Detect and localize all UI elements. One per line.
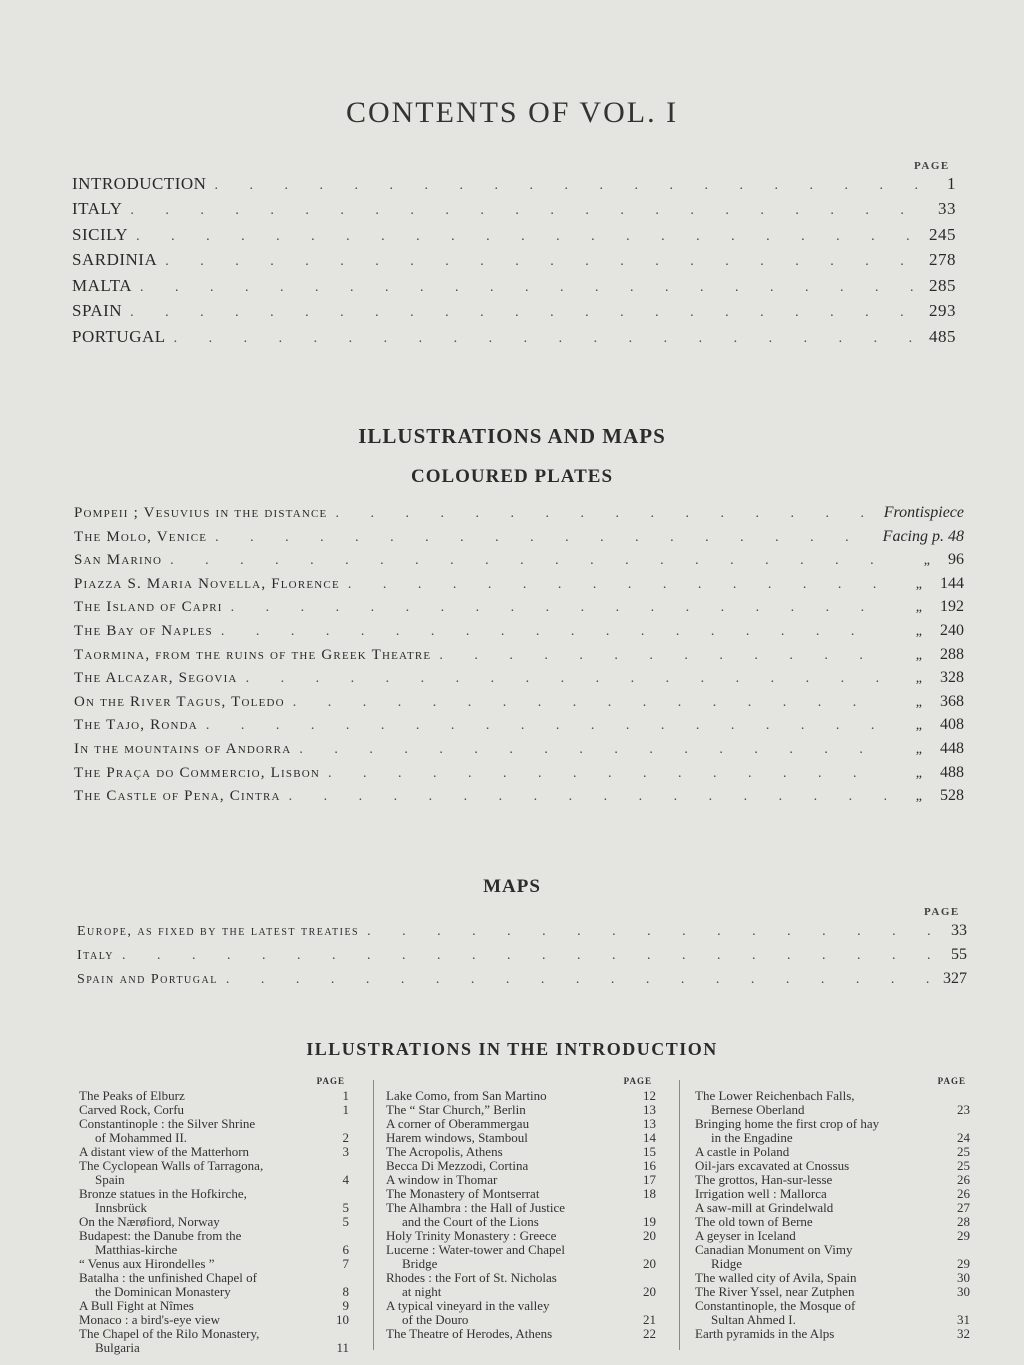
- illustration-title: A castle in Poland: [695, 1144, 790, 1159]
- illustration-page: 18: [643, 1186, 656, 1201]
- map-row: [77, 922, 967, 940]
- illustration-title: Bulgaria: [95, 1340, 140, 1355]
- illustration-title: Lake Como, from San Martino: [386, 1088, 547, 1103]
- illustration-page: 28: [957, 1214, 970, 1229]
- illustration-entry: [695, 1145, 970, 1159]
- plate-row: [74, 575, 964, 593]
- illustration-entry: [695, 1089, 970, 1103]
- plate-page-number: 488: [940, 763, 964, 781]
- illustration-title: Canadian Monument on Vimy: [695, 1242, 853, 1257]
- contents-row: [72, 327, 956, 347]
- plate-page: [884, 504, 964, 522]
- contents-row: [72, 225, 956, 245]
- plate-row: [74, 504, 964, 522]
- illustration-page: 19: [643, 1214, 656, 1229]
- illustration-page: 5: [342, 1200, 349, 1215]
- map-label: Italy: [77, 948, 115, 963]
- intro-column-1: [79, 1074, 349, 1355]
- leader-dots: [439, 648, 886, 664]
- plate-page: [894, 669, 964, 687]
- illustration-title: The Alhambra : the Hall of Justice: [386, 1200, 566, 1215]
- contents-label: SPAIN: [72, 301, 123, 320]
- illustration-entry: [79, 1229, 349, 1243]
- illustration-page: 20: [643, 1284, 656, 1299]
- contents-label: MALTA: [72, 276, 133, 295]
- illustration-page: 15: [643, 1144, 656, 1159]
- illustration-entry: [386, 1089, 656, 1103]
- ditto-mark: „: [915, 765, 922, 781]
- plate-page-number: 96: [948, 551, 964, 569]
- illustration-page: 1: [342, 1102, 349, 1117]
- illustration-entry: [695, 1285, 970, 1299]
- illustration-title: Carved Rock, Corfu: [79, 1102, 185, 1117]
- intro-column-2: [386, 1074, 656, 1341]
- illustration-title: Earth pyramids in the Alps: [695, 1326, 835, 1341]
- illustration-title: The old town of Berne: [695, 1214, 813, 1229]
- illustration-title: at night: [402, 1284, 442, 1299]
- plate-page: [894, 693, 964, 711]
- illustration-entry: [695, 1159, 970, 1173]
- illustration-entry: [79, 1313, 349, 1327]
- illustration-page: 21: [643, 1312, 656, 1327]
- illustration-entry: [79, 1201, 349, 1215]
- illustration-entry: [695, 1103, 970, 1117]
- illustration-title: A typical vineyard in the valley: [386, 1298, 550, 1313]
- leader-dots: [130, 203, 930, 219]
- illustration-entry: [695, 1215, 970, 1229]
- contents-row: [72, 174, 956, 194]
- plate-page: [894, 764, 964, 782]
- contents-label: SICILY: [72, 225, 129, 244]
- illustration-page: 14: [643, 1130, 656, 1145]
- illustration-title: Matthias-kirche: [95, 1242, 178, 1257]
- illustration-title: The River Yssel, near Zutphen: [695, 1284, 855, 1299]
- map-page: 55: [951, 946, 967, 963]
- illustration-title: A distant view of the Matterhorn: [79, 1144, 250, 1159]
- illustration-entry: [386, 1201, 656, 1215]
- plate-row: [74, 740, 964, 758]
- illustration-title: Constantinople : the Silver Shrine: [79, 1116, 256, 1131]
- plate-row: [74, 787, 964, 805]
- plate-label: The Tajo, Ronda: [74, 717, 198, 734]
- plate-page: [894, 598, 964, 616]
- illustration-page: 5: [342, 1214, 349, 1229]
- plate-page-number: 528: [940, 787, 964, 805]
- illustration-page: 20: [643, 1256, 656, 1271]
- illustration-title: Rhodes : the Fort of St. Nicholas: [386, 1270, 557, 1285]
- illustration-page: 3: [342, 1144, 349, 1159]
- ditto-mark: „: [915, 576, 922, 592]
- illustration-entry: [695, 1327, 970, 1341]
- contents-row: [72, 199, 956, 219]
- illustration-page: 25: [957, 1144, 970, 1159]
- illustration-page: 8: [342, 1284, 349, 1299]
- illustration-title: Bringing home the first crop of hay: [695, 1116, 880, 1131]
- ditto-mark: „: [915, 742, 922, 757]
- column-page-label: PAGE: [316, 1076, 345, 1086]
- illustration-entry: [79, 1299, 349, 1313]
- plate-page-number: 408: [940, 716, 964, 734]
- map-page: 33: [951, 922, 967, 939]
- plate-page-number: 144: [940, 574, 964, 592]
- illustration-entry: [79, 1257, 349, 1271]
- illustration-title: Irrigation well : Mallorca: [695, 1186, 827, 1201]
- illustration-title: Harem windows, Stamboul: [386, 1130, 528, 1145]
- leader-dots: [226, 972, 935, 988]
- illustration-page: 13: [643, 1116, 656, 1131]
- illustration-page: 25: [957, 1158, 970, 1173]
- plate-page-number: Frontispiece: [883, 504, 964, 521]
- contents-page: 278: [929, 250, 956, 269]
- leader-dots: [136, 229, 921, 245]
- illustration-entry: [79, 1089, 349, 1103]
- plate-label: On the River Tagus, Toledo: [74, 693, 285, 710]
- contents-row: [72, 276, 956, 296]
- illustration-page: 4: [342, 1172, 349, 1187]
- leader-dots: [328, 766, 886, 782]
- illustration-entry: [386, 1285, 656, 1299]
- illustration-page: 10: [336, 1312, 349, 1327]
- plate-page-number: 368: [940, 692, 964, 710]
- leader-dots: [170, 553, 886, 569]
- leader-dots: [231, 600, 886, 616]
- leader-dots: [122, 948, 943, 964]
- illustration-entry: [79, 1341, 349, 1355]
- plate-row: [74, 764, 964, 782]
- intro-column-3: [695, 1074, 970, 1341]
- illustration-page: 26: [957, 1186, 970, 1201]
- intro-illustrations-heading: ILLUSTRATIONS IN THE INTRODUCTION: [306, 1039, 718, 1059]
- illustration-title: Batalha : the unfinished Chapel of: [79, 1270, 257, 1285]
- contents-row: [72, 301, 956, 321]
- column-divider: [679, 1080, 680, 1350]
- illustration-entry: [386, 1313, 656, 1327]
- contents-label: INTRODUCTION: [72, 174, 207, 193]
- illustration-entry: [79, 1103, 349, 1117]
- plate-label: The Bay of Naples: [74, 623, 213, 639]
- plate-page: [894, 551, 964, 569]
- contents-page: 293: [929, 301, 956, 320]
- plate-row: [74, 669, 964, 687]
- illustration-entry: [386, 1327, 656, 1341]
- ditto-mark: „: [915, 671, 922, 687]
- illustration-page: 13: [643, 1102, 656, 1117]
- illustration-title: The grottos, Han-sur-lesse: [695, 1172, 833, 1187]
- illustration-title: Sultan Ahmed I.: [711, 1312, 796, 1327]
- illustration-page: 9: [342, 1298, 349, 1313]
- illustration-page: 11: [336, 1340, 349, 1355]
- illustration-title: “ Venus aux Hirondelles ”: [79, 1256, 215, 1271]
- illustration-entry: [695, 1201, 970, 1215]
- map-row: [77, 970, 967, 988]
- column-divider: [373, 1080, 374, 1350]
- plate-label: Taormina, from the ruins of the Greek Theatre: [74, 646, 432, 663]
- plate-label: The Alcazar, Segovia: [74, 670, 238, 687]
- leader-dots: [206, 718, 886, 734]
- illustration-page: 2: [342, 1130, 349, 1145]
- ditto-mark: „: [915, 600, 922, 616]
- illustration-entry: [386, 1243, 656, 1257]
- illustration-title: Spain: [95, 1172, 125, 1187]
- plate-label: The Island of Capri: [74, 599, 223, 616]
- illustration-entry: [695, 1271, 970, 1285]
- illustration-page: 30: [957, 1284, 970, 1299]
- illustration-entry: [386, 1215, 656, 1229]
- illustration-entry: [386, 1145, 656, 1159]
- illustration-page: 16: [643, 1158, 656, 1173]
- illustration-title: and the Court of the Lions: [402, 1214, 539, 1229]
- illustration-page: 7: [342, 1256, 349, 1271]
- illustration-title: Lucerne : Water-tower and Chapel: [386, 1242, 565, 1257]
- plate-page-number: 240: [940, 622, 964, 639]
- plate-page: [894, 740, 964, 758]
- plate-page: [883, 528, 964, 546]
- illustration-page: 22: [643, 1326, 656, 1341]
- leader-dots: [221, 624, 886, 640]
- contents-row: [72, 250, 956, 270]
- plate-label: The Praça do Commercio, Lisbon: [74, 764, 321, 781]
- illustration-title: Constantinople, the Mosque of: [695, 1298, 856, 1313]
- contents-label: SARDINIA: [72, 250, 158, 269]
- plate-page-number: 288: [940, 645, 964, 663]
- illustration-entry: [386, 1173, 656, 1187]
- plate-label: In the mountains of Andorra: [74, 741, 292, 757]
- column-page-label: PAGE: [937, 1076, 966, 1086]
- illustration-title: of the Douro: [402, 1312, 469, 1327]
- plate-row: [74, 716, 964, 734]
- contents-page: 485: [929, 327, 956, 346]
- leader-dots: [174, 331, 921, 347]
- plate-row: [74, 551, 964, 569]
- plate-page: [894, 716, 964, 734]
- ditto-mark: „: [915, 789, 922, 805]
- illustration-page: 23: [957, 1102, 970, 1117]
- illustration-title: The Theatre of Herodes, Athens: [386, 1326, 553, 1341]
- illustration-entry: [386, 1257, 656, 1271]
- illustration-entry: [386, 1159, 656, 1173]
- illustration-page: 31: [957, 1312, 970, 1327]
- leader-dots: [289, 789, 886, 805]
- plate-page-number: 192: [940, 598, 964, 616]
- contents-page: 245: [929, 225, 956, 244]
- map-label: Spain and Portugal: [77, 972, 218, 987]
- illustration-title: Bronze statues in the Hofkirche,: [79, 1186, 247, 1201]
- plate-page-number: Facing p. 48: [882, 527, 964, 545]
- plate-row: [74, 528, 964, 546]
- illustration-entry: [695, 1131, 970, 1145]
- illustration-title: Monaco : a bird's-eye view: [79, 1312, 220, 1327]
- illustration-entry: [79, 1145, 349, 1159]
- illustration-title: The Acropolis, Athens: [386, 1144, 503, 1159]
- plate-row: [74, 693, 964, 711]
- leader-dots: [214, 178, 939, 194]
- illustration-page: 17: [643, 1172, 656, 1187]
- illustration-page: 24: [957, 1130, 970, 1145]
- illustration-page: 29: [957, 1256, 970, 1271]
- illustration-title: The Peaks of Elburz: [79, 1088, 185, 1103]
- illustration-entry: [695, 1173, 970, 1187]
- illustration-title: A geyser in Iceland: [695, 1228, 796, 1243]
- illustration-entry: [79, 1271, 349, 1285]
- illustration-title: The Cyclopean Walls of Tarragona,: [79, 1158, 264, 1173]
- plate-label: Piazza S. Maria Novella, Florence: [74, 575, 340, 592]
- illustration-title: in the Engadine: [711, 1130, 793, 1145]
- contents-page: 1: [947, 174, 956, 193]
- maps-page-label: PAGE: [924, 906, 960, 918]
- illustration-entry: [79, 1131, 349, 1145]
- illustration-title: The “ Star Church,” Berlin: [386, 1102, 526, 1117]
- plate-page-number: 448: [940, 740, 964, 757]
- illustration-title: A saw-mill at Grindelwald: [695, 1200, 834, 1215]
- illustration-title: Oil-jars excavated at Cnossus: [695, 1158, 850, 1173]
- illustration-entry: [79, 1173, 349, 1187]
- plate-label: The Castle of Pena, Cintra: [74, 788, 281, 805]
- illustration-entry: [695, 1187, 970, 1201]
- illustration-title: Bridge: [402, 1256, 438, 1271]
- contents-page-label: PAGE: [914, 160, 950, 172]
- leader-dots: [367, 924, 943, 940]
- plate-row: [74, 622, 964, 640]
- leader-dots: [293, 695, 886, 711]
- plate-page: [894, 646, 964, 664]
- illustration-entry: [386, 1271, 656, 1285]
- illustration-entry: [695, 1243, 970, 1257]
- illustration-title: Becca Di Mezzodi, Cortina: [386, 1158, 529, 1173]
- contents-page: 33: [938, 199, 956, 218]
- illustration-entry: [386, 1117, 656, 1131]
- illustration-entry: [695, 1229, 970, 1243]
- plate-page: [894, 787, 964, 805]
- illustration-entry: [695, 1257, 970, 1271]
- illustration-entry: [79, 1327, 349, 1341]
- illustration-page: 29: [957, 1228, 970, 1243]
- illustration-title: Innsbrück: [95, 1200, 147, 1215]
- contents-page: 285: [929, 276, 956, 295]
- page-title: CONTENTS OF VOL. I: [345, 96, 679, 129]
- maps-heading: MAPS: [483, 876, 541, 897]
- illustration-title: A Bull Fight at Nîmes: [79, 1298, 194, 1313]
- illustration-title: The Lower Reichenbach Falls,: [695, 1088, 855, 1103]
- ditto-mark: „: [915, 694, 922, 710]
- illustration-title: of Mohammed II.: [95, 1130, 188, 1145]
- plate-page: [894, 622, 964, 640]
- illustration-page: 12: [643, 1088, 656, 1103]
- illustration-title: the Dominican Monastery: [95, 1284, 231, 1299]
- illustration-entry: [79, 1243, 349, 1257]
- map-row: [77, 946, 967, 964]
- leader-dots: [299, 742, 886, 758]
- illustration-entry: [386, 1187, 656, 1201]
- illustration-page: 27: [957, 1200, 970, 1215]
- illustration-entry: [79, 1117, 349, 1131]
- illustration-entry: [695, 1117, 970, 1131]
- illustration-entry: [386, 1103, 656, 1117]
- illustration-page: 6: [342, 1242, 349, 1257]
- illustration-title: Budapest: the Danube from the: [79, 1228, 242, 1243]
- illustration-page: 32: [957, 1326, 970, 1341]
- illustration-entry: [79, 1285, 349, 1299]
- plate-row: [74, 598, 964, 616]
- coloured-plates-heading: COLOURED PLATES: [410, 466, 614, 487]
- contents-label: PORTUGAL: [72, 327, 166, 346]
- leader-dots: [335, 506, 875, 522]
- contents-label: ITALY: [72, 199, 123, 218]
- illustration-page: 1: [342, 1088, 349, 1103]
- plate-label: San Marino: [74, 552, 163, 569]
- ditto-mark: „: [915, 718, 922, 734]
- illustration-title: A window in Thomar: [386, 1172, 498, 1187]
- plate-row: [74, 646, 964, 664]
- illustration-entry: [386, 1131, 656, 1145]
- illustration-title: The Chapel of the Rilo Monastery,: [79, 1326, 260, 1341]
- leader-dots: [130, 305, 921, 321]
- map-page: 327: [943, 970, 967, 987]
- illustration-title: A corner of Oberammergau: [386, 1116, 530, 1131]
- illustration-page: 30: [957, 1270, 970, 1285]
- illustration-entry: [386, 1299, 656, 1313]
- leader-dots: [215, 530, 875, 546]
- illustration-page: 26: [957, 1172, 970, 1187]
- illustration-entry: [79, 1187, 349, 1201]
- leader-dots: [140, 280, 921, 296]
- illustration-title: Ridge: [711, 1256, 743, 1271]
- leader-dots: [165, 254, 921, 270]
- plate-page: [894, 575, 964, 593]
- illustration-title: The Monastery of Montserrat: [386, 1186, 540, 1201]
- ditto-mark: „: [915, 647, 922, 663]
- illustration-entry: [695, 1299, 970, 1313]
- illustration-title: Holy Trinity Monastery : Greece: [386, 1228, 557, 1243]
- illustration-entry: [386, 1229, 656, 1243]
- illustration-entry: [695, 1313, 970, 1327]
- illustration-page: 20: [643, 1228, 656, 1243]
- plate-page-number: 328: [940, 669, 964, 687]
- illustrations-heading: ILLUSTRATIONS AND MAPS: [358, 424, 666, 448]
- illustration-entry: [79, 1215, 349, 1229]
- ditto-mark: „: [915, 624, 922, 639]
- leader-dots: [246, 671, 886, 687]
- ditto-mark: „: [923, 553, 930, 569]
- column-page-label: PAGE: [623, 1076, 652, 1086]
- illustration-title: On the Nærøfiord, Norway: [79, 1214, 220, 1229]
- plate-label: The Molo, Venice: [74, 528, 208, 545]
- map-label: Europe, as fixed by the latest treaties: [77, 924, 360, 939]
- plate-label: Pompeii ; Vesuvius in the distance: [74, 505, 328, 521]
- illustration-title: Bernese Oberland: [711, 1102, 805, 1117]
- illustration-title: The walled city of Avila, Spain: [695, 1270, 857, 1285]
- leader-dots: [348, 577, 886, 593]
- illustration-entry: [79, 1159, 349, 1173]
